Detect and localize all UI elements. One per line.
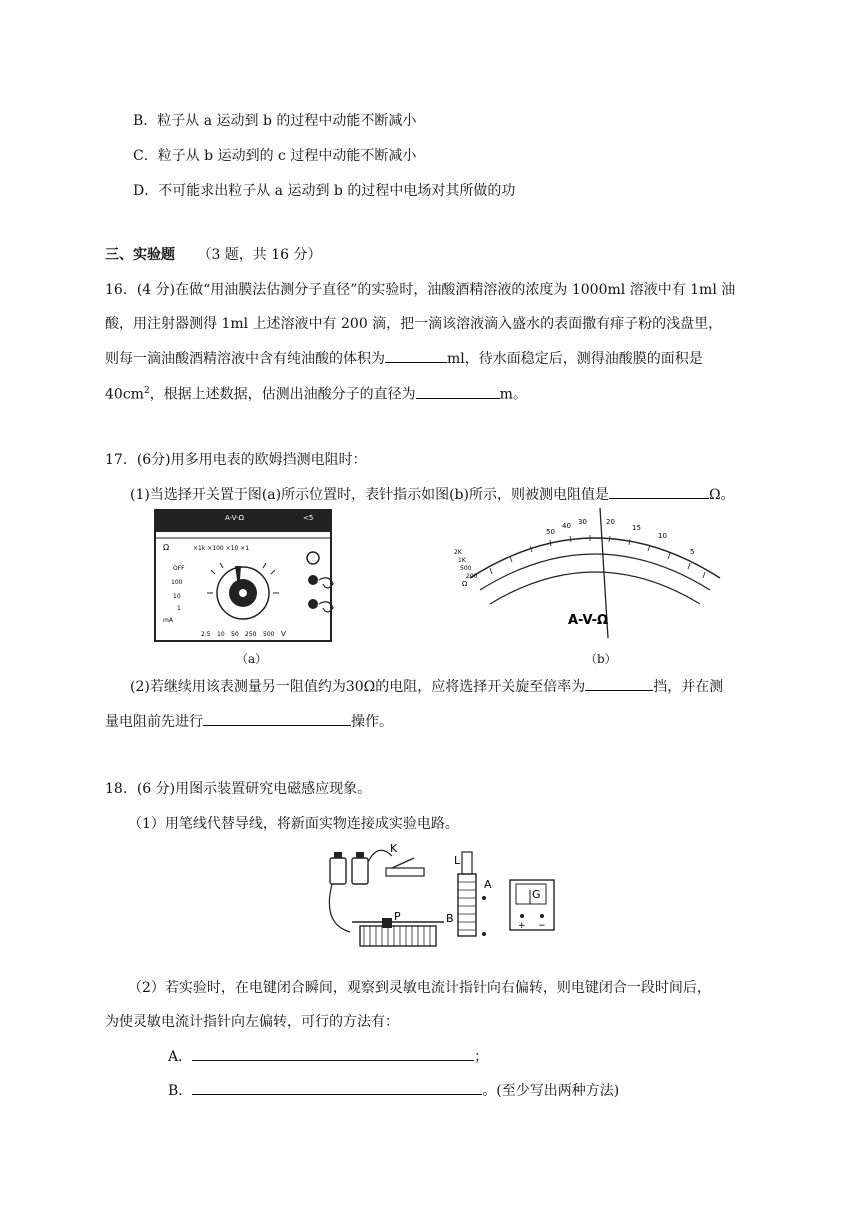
- meter-center-text: A-V-Ω: [568, 613, 609, 628]
- multiplier-label: ×1k ×100 ×10 ×1: [193, 545, 250, 552]
- scale-10: 10: [658, 532, 667, 540]
- terminal-top: [307, 552, 319, 564]
- dial-ma: mA: [163, 617, 173, 624]
- ohm-label: Ω: [163, 543, 170, 552]
- scale-500: 500: [460, 565, 472, 572]
- option-b: B．粒子从 a 运动到 b 的过程中动能不断减小: [133, 113, 417, 129]
- label-minus: −: [538, 921, 546, 931]
- label-k: K: [390, 842, 398, 855]
- scale-5: 5: [690, 548, 695, 556]
- scale-30: 30: [578, 518, 587, 526]
- q18-blank-a[interactable]: [192, 1046, 474, 1061]
- section-header: [105, 245, 322, 265]
- q16-line1: 16．(4 分)在做“用油膜法估测分子直径”的实验时，油酸酒精溶液的浓度为 1000ml 溶液中有 1ml 油: [105, 282, 736, 298]
- label-plus: +: [518, 921, 526, 931]
- rheostat-p: [360, 926, 436, 946]
- dial-500: 500: [263, 631, 275, 638]
- label-l: L: [454, 854, 461, 867]
- dial-10v: 10: [217, 631, 225, 638]
- q18-answer-a: A． ；: [168, 1046, 488, 1067]
- scale-ohm: Ω: [462, 580, 468, 588]
- dial-50: 50: [231, 631, 239, 638]
- coil-b: [458, 874, 476, 936]
- dial-off: OFF: [173, 565, 185, 572]
- scale-arc-ac: [490, 572, 700, 604]
- q18-part1: （1）用笔线代替导线，将新面实物连接成实验电路。: [128, 816, 459, 832]
- section-title: 三、实验题: [105, 247, 175, 263]
- scale-20: 20: [606, 518, 615, 526]
- q17-part2: (2)若继续用该表测量另一阻值约为30Ω的电阻，应将选择开关旋至倍率为 挡，并在测: [130, 676, 723, 697]
- dial-10: 10: [173, 593, 181, 600]
- meter-a-top-label-2: <5: [303, 514, 314, 522]
- q16-line2: 酸，用注射器测得 1ml 上述溶液中有 200 滴，把一滴该溶液滴入盛水的表面撒有痱子粉的浅盘里，: [105, 316, 723, 332]
- q17-title: 17．(6分)用多用电表的欧姆挡测电阻时：: [105, 452, 367, 468]
- option-c: C．粒子从 b 运动到的 c 过程中动能不断减小: [133, 148, 417, 164]
- caption-a: （a）: [236, 652, 268, 666]
- q18-title: 18．(6 分)用图示装置研究电磁感应现象。: [105, 781, 372, 797]
- meter-a-top-label: A-V-Ω: [225, 514, 245, 522]
- circuit-apparatus-figure: [322, 838, 562, 962]
- dial-2-5: 2.5: [201, 631, 211, 638]
- option-d: D．不可能求出粒子从 a 运动到 b 的过程中电场对其所做的功: [133, 183, 516, 199]
- terminal-com: [308, 575, 318, 585]
- caption-b: （b）: [585, 652, 617, 666]
- battery-1: [330, 858, 346, 884]
- q18-blank-b[interactable]: [192, 1080, 482, 1095]
- label-p: P: [394, 910, 401, 923]
- switch-k: [386, 868, 424, 876]
- scale-15: 15: [632, 524, 641, 532]
- dial-100: 100: [171, 579, 183, 586]
- scale-50: 50: [546, 528, 555, 536]
- q16-blank-diameter[interactable]: [416, 384, 500, 399]
- terminal-plus: [308, 599, 318, 609]
- q17-blank-resistance[interactable]: [609, 484, 709, 499]
- scale-200: 200: [466, 573, 478, 580]
- q17-part3: 量电阻前先进行 操作。: [105, 711, 393, 732]
- meter-scale-figure-b: [450, 508, 740, 643]
- q16-blank-volume[interactable]: [385, 348, 447, 363]
- dial-250: 250: [245, 631, 257, 638]
- dial-1: 1: [177, 605, 181, 612]
- battery-2: [352, 858, 368, 884]
- section-note: （3 题，共 16 分）: [197, 247, 322, 263]
- q17-part1: (1)当选择开关置于图(a)所示位置时，表针指示如图(b)所示，则被测电阻值是 Ω。: [130, 484, 735, 505]
- q18-part2: （2）若实验时，在电键闭合瞬间，观察到灵敏电流计指针向右偏转，则电键闭合一段时间后，: [128, 980, 711, 996]
- label-g: G: [532, 888, 541, 901]
- label-b: B: [446, 912, 454, 925]
- scale-40: 40: [562, 522, 571, 530]
- dial-v: V: [281, 630, 286, 638]
- coil-a: [462, 852, 472, 874]
- q17-blank-operation[interactable]: [203, 711, 351, 726]
- multimeter-figure-a: [153, 508, 343, 643]
- scale-2k: 2K: [454, 549, 462, 556]
- q16-line3: 则每一滴油酸酒精溶液中含有纯油酸的体积为 ml，待水面稳定后，测得油酸膜的面积是: [105, 348, 703, 369]
- label-a: A: [484, 878, 492, 891]
- q17-blank-multiplier[interactable]: [585, 676, 653, 691]
- q18-part3: 为使灵敏电流计指针向左偏转，可行的方法有：: [105, 1014, 399, 1030]
- q16-line4: $40cm^2$，根据上述数据，估测出油酸分子的直径为 m。: [105, 381, 527, 405]
- q18-answer-b: B． 。(至少写出两种方法): [168, 1080, 619, 1101]
- scale-1k: 1K: [458, 557, 466, 564]
